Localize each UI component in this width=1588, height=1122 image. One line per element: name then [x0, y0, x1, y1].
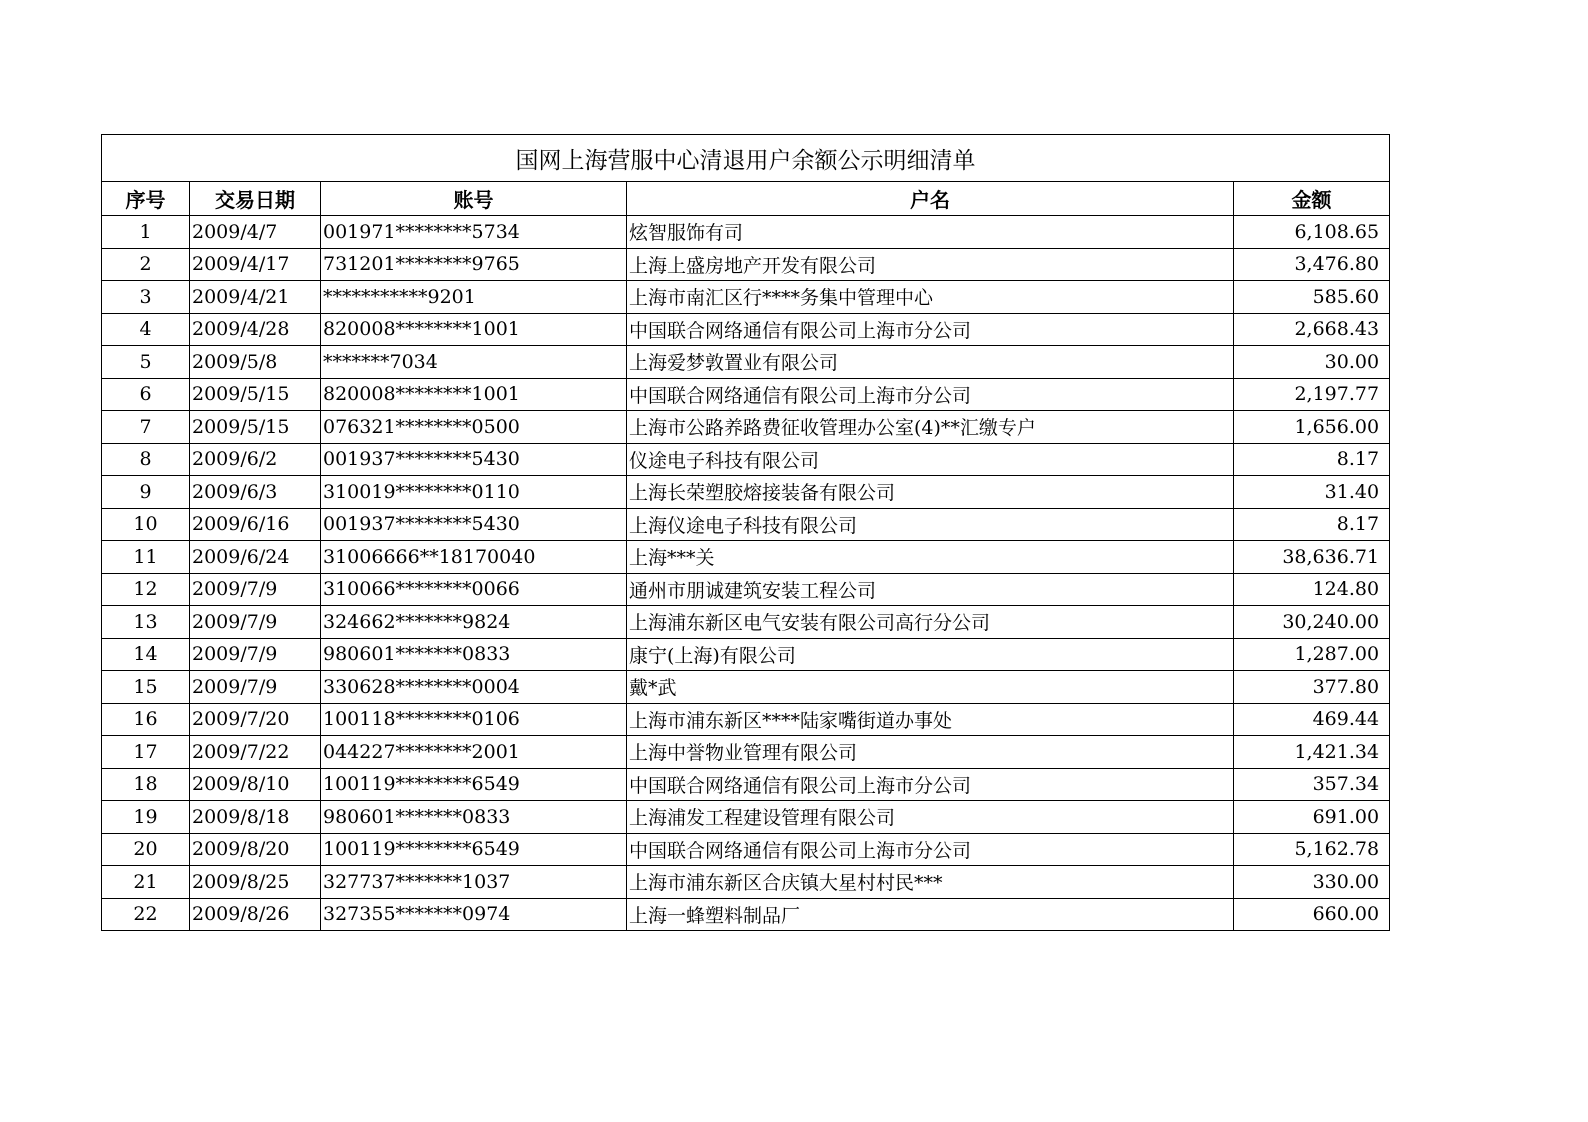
table-row [102, 671, 1390, 704]
cell-name: 上海市浦东新区****陆家嘴街道办事处 [627, 703, 1234, 736]
cell-account: 044227********2001 [321, 736, 627, 769]
table-row [102, 378, 1390, 411]
cell-date: 2009/7/9 [190, 638, 321, 671]
table-row [102, 346, 1390, 379]
cell-amount: 30.00 [1234, 346, 1390, 379]
cell-account: 324662*******9824 [321, 606, 627, 639]
cell-date: 2009/8/26 [190, 898, 321, 931]
cell-seq: 11 [102, 541, 190, 574]
cell-amount: 124.80 [1234, 573, 1390, 606]
table-row [102, 476, 1390, 509]
cell-account: 001937********5430 [321, 508, 627, 541]
title-row [102, 135, 1390, 182]
cell-seq: 21 [102, 866, 190, 899]
cell-account: 001971********5734 [321, 216, 627, 249]
cell-amount: 8.17 [1234, 443, 1390, 476]
cell-name: 上海浦东新区电气安装有限公司高行分公司 [627, 606, 1234, 639]
cell-name: 中国联合网络通信有限公司上海市分公司 [627, 313, 1234, 346]
cell-account: 327355*******0974 [321, 898, 627, 931]
cell-name: 中国联合网络通信有限公司上海市分公司 [627, 378, 1234, 411]
cell-amount: 357.34 [1234, 768, 1390, 801]
cell-seq: 9 [102, 476, 190, 509]
cell-account: ***********9201 [321, 281, 627, 314]
cell-account: 980601*******0833 [321, 801, 627, 834]
cell-account: 31006666**18170040 [321, 541, 627, 574]
cell-account: 310066********0066 [321, 573, 627, 606]
cell-date: 2009/6/3 [190, 476, 321, 509]
cell-seq: 22 [102, 898, 190, 931]
cell-amount: 6,108.65 [1234, 216, 1390, 249]
table-row [102, 638, 1390, 671]
header-account: 账号 [321, 182, 627, 216]
cell-seq: 17 [102, 736, 190, 769]
cell-amount: 38,636.71 [1234, 541, 1390, 574]
cell-amount: 30,240.00 [1234, 606, 1390, 639]
cell-seq: 18 [102, 768, 190, 801]
cell-account: 327737*******1037 [321, 866, 627, 899]
cell-seq: 20 [102, 833, 190, 866]
cell-account: 001937********5430 [321, 443, 627, 476]
cell-amount: 330.00 [1234, 866, 1390, 899]
table-title: 国网上海营服中心清退用户余额公示明细清单 [102, 135, 1390, 182]
table-row [102, 411, 1390, 444]
cell-seq: 16 [102, 703, 190, 736]
cell-date: 2009/8/25 [190, 866, 321, 899]
cell-seq: 14 [102, 638, 190, 671]
cell-seq: 3 [102, 281, 190, 314]
cell-name: 上海仪途电子科技有限公司 [627, 508, 1234, 541]
cell-amount: 31.40 [1234, 476, 1390, 509]
cell-name: 上海市南汇区行****务集中管理中心 [627, 281, 1234, 314]
cell-account: 076321********0500 [321, 411, 627, 444]
cell-account: 330628********0004 [321, 671, 627, 704]
cell-name: 上海一蜂塑料制品厂 [627, 898, 1234, 931]
cell-amount: 1,287.00 [1234, 638, 1390, 671]
header-date: 交易日期 [190, 182, 321, 216]
header-row [102, 182, 1390, 216]
cell-date: 2009/7/9 [190, 606, 321, 639]
table-row [102, 768, 1390, 801]
table-row [102, 703, 1390, 736]
table-row [102, 443, 1390, 476]
cell-date: 2009/5/15 [190, 411, 321, 444]
header-name: 户名 [627, 182, 1234, 216]
cell-date: 2009/8/18 [190, 801, 321, 834]
cell-seq: 2 [102, 248, 190, 281]
cell-name: 上海上盛房地产开发有限公司 [627, 248, 1234, 281]
cell-seq: 8 [102, 443, 190, 476]
cell-amount: 5,162.78 [1234, 833, 1390, 866]
cell-seq: 13 [102, 606, 190, 639]
header-seq: 序号 [102, 182, 190, 216]
table-row [102, 866, 1390, 899]
cell-date: 2009/6/16 [190, 508, 321, 541]
cell-name: 戴*武 [627, 671, 1234, 704]
cell-name: 上海爱梦敦置业有限公司 [627, 346, 1234, 379]
cell-date: 2009/4/7 [190, 216, 321, 249]
table-row [102, 573, 1390, 606]
cell-account: 100119********6549 [321, 833, 627, 866]
cell-date: 2009/4/28 [190, 313, 321, 346]
cell-amount: 1,656.00 [1234, 411, 1390, 444]
cell-amount: 8.17 [1234, 508, 1390, 541]
cell-amount: 660.00 [1234, 898, 1390, 931]
cell-amount: 585.60 [1234, 281, 1390, 314]
cell-seq: 12 [102, 573, 190, 606]
cell-date: 2009/8/20 [190, 833, 321, 866]
cell-date: 2009/6/24 [190, 541, 321, 574]
cell-name: 中国联合网络通信有限公司上海市分公司 [627, 768, 1234, 801]
cell-amount: 1,421.34 [1234, 736, 1390, 769]
cell-seq: 6 [102, 378, 190, 411]
table-row [102, 736, 1390, 769]
cell-date: 2009/8/10 [190, 768, 321, 801]
cell-account: 820008********1001 [321, 313, 627, 346]
balance-table [101, 134, 1390, 931]
cell-name: 通州市朋诚建筑安装工程公司 [627, 573, 1234, 606]
cell-amount: 691.00 [1234, 801, 1390, 834]
cell-date: 2009/5/8 [190, 346, 321, 379]
cell-seq: 15 [102, 671, 190, 704]
cell-name: 上海市浦东新区合庆镇大星村村民*** [627, 866, 1234, 899]
cell-amount: 377.80 [1234, 671, 1390, 704]
cell-name: 上海中誉物业管理有限公司 [627, 736, 1234, 769]
table-row [102, 898, 1390, 931]
cell-name: 上海浦发工程建设管理有限公司 [627, 801, 1234, 834]
cell-seq: 5 [102, 346, 190, 379]
table-row [102, 216, 1390, 249]
cell-date: 2009/4/17 [190, 248, 321, 281]
cell-name: 中国联合网络通信有限公司上海市分公司 [627, 833, 1234, 866]
cell-name: 康宁(上海)有限公司 [627, 638, 1234, 671]
table-row [102, 281, 1390, 314]
table-body [102, 216, 1390, 931]
cell-date: 2009/7/9 [190, 573, 321, 606]
cell-account: *******7034 [321, 346, 627, 379]
table-row [102, 508, 1390, 541]
cell-date: 2009/5/15 [190, 378, 321, 411]
table-row [102, 606, 1390, 639]
cell-name: 上海长荣塑胶熔接装备有限公司 [627, 476, 1234, 509]
cell-name: 仪途电子科技有限公司 [627, 443, 1234, 476]
table-row [102, 833, 1390, 866]
cell-date: 2009/4/21 [190, 281, 321, 314]
cell-seq: 19 [102, 801, 190, 834]
cell-date: 2009/7/9 [190, 671, 321, 704]
table-row [102, 313, 1390, 346]
cell-name: 炫智服饰有司 [627, 216, 1234, 249]
cell-seq: 1 [102, 216, 190, 249]
cell-account: 731201********9765 [321, 248, 627, 281]
cell-date: 2009/6/2 [190, 443, 321, 476]
table-row [102, 801, 1390, 834]
cell-account: 100119********6549 [321, 768, 627, 801]
cell-account: 980601*******0833 [321, 638, 627, 671]
cell-amount: 469.44 [1234, 703, 1390, 736]
cell-amount: 3,476.80 [1234, 248, 1390, 281]
table-row [102, 541, 1390, 574]
cell-account: 100118********0106 [321, 703, 627, 736]
cell-seq: 4 [102, 313, 190, 346]
cell-amount: 2,197.77 [1234, 378, 1390, 411]
header-amount: 金额 [1234, 182, 1390, 216]
cell-account: 310019********0110 [321, 476, 627, 509]
spreadsheet-sheet [101, 134, 1389, 931]
cell-seq: 10 [102, 508, 190, 541]
cell-seq: 7 [102, 411, 190, 444]
cell-name: 上海市公路养路费征收管理办公室(4)**汇缴专户 [627, 411, 1234, 444]
cell-account: 820008********1001 [321, 378, 627, 411]
cell-amount: 2,668.43 [1234, 313, 1390, 346]
table-row [102, 248, 1390, 281]
cell-date: 2009/7/20 [190, 703, 321, 736]
cell-date: 2009/7/22 [190, 736, 321, 769]
cell-name: 上海***关 [627, 541, 1234, 574]
